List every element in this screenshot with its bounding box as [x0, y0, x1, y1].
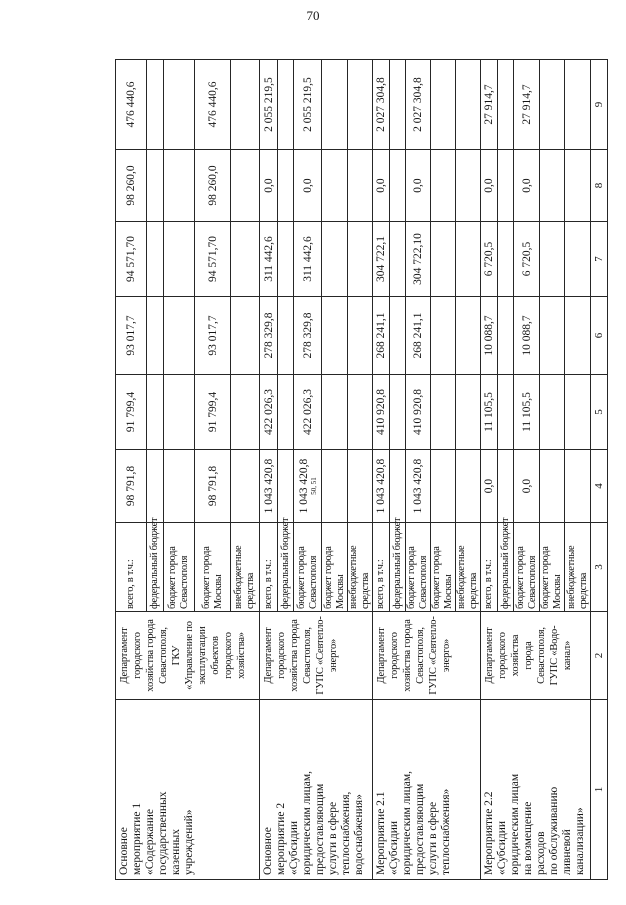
value-cell — [348, 450, 373, 523]
value-cell — [195, 297, 231, 375]
funding-source-cell: внебюджетные средства — [456, 523, 481, 612]
funding-source-cell: бюджет города Севастополя — [514, 523, 540, 612]
value-cell — [322, 450, 348, 523]
value-cell — [164, 450, 195, 523]
footnote-reference: 50, 51 — [309, 477, 318, 495]
value-text: 93 017,7 — [206, 315, 219, 356]
value-cell — [565, 150, 591, 222]
value-cell — [498, 375, 514, 450]
value-cell — [514, 297, 540, 375]
value-text: 0,0 — [520, 478, 533, 494]
value-cell — [231, 222, 260, 297]
value-text: 410 920,8 — [375, 389, 387, 435]
value-cell — [373, 297, 390, 375]
value-cell — [431, 222, 456, 297]
value-cell — [431, 60, 456, 150]
table-row — [373, 60, 390, 880]
column-number-cell: 4 — [591, 450, 608, 523]
value-cell — [390, 297, 406, 375]
value-cell — [514, 222, 540, 297]
value-text: 94 571,70 — [206, 236, 219, 282]
value-cell — [540, 222, 565, 297]
executor-cell: Департамент городского хозяйства города Севастополя, ГУПС «Севтепло- энерго» — [260, 612, 373, 700]
value-text: 2 027 304,8 — [375, 77, 387, 132]
value-cell — [231, 297, 260, 375]
value-text: 0,0 — [483, 478, 495, 494]
value-text: 476 440,6 — [125, 81, 137, 128]
column-number-cell: 2 — [591, 612, 608, 700]
value-cell — [348, 375, 373, 450]
value-cell — [431, 150, 456, 222]
value-cell — [116, 297, 147, 375]
value-cell — [390, 150, 406, 222]
funding-source-cell: всего, в т.ч.: — [116, 523, 147, 612]
value-cell — [406, 375, 431, 450]
value-cell — [456, 222, 481, 297]
column-number-cell: 9 — [591, 60, 608, 150]
funding-source-cell: бюджет города Севастополя — [406, 523, 431, 612]
value-cell — [260, 150, 278, 222]
value-cell — [195, 150, 231, 222]
value-text: 0,0 — [483, 178, 495, 193]
value-cell — [498, 450, 514, 523]
value-cell — [294, 450, 322, 523]
value-cell — [322, 150, 348, 222]
value-text: 278 329,8 — [262, 312, 275, 359]
value-cell — [116, 375, 147, 450]
funding-source-cell: бюджет города Севастополя — [164, 523, 195, 612]
value-text: 311 442,6 — [301, 236, 314, 282]
value-cell — [164, 150, 195, 222]
value-text: 278 329,8 — [301, 312, 314, 359]
value-cell — [116, 150, 147, 222]
value-cell — [294, 150, 322, 222]
column-number-cell: 3 — [591, 523, 608, 612]
value-cell — [481, 150, 498, 222]
value-cell — [294, 297, 322, 375]
value-cell — [514, 375, 540, 450]
value-cell — [456, 450, 481, 523]
value-text: 422 026,3 — [301, 389, 314, 435]
value-cell — [373, 60, 390, 150]
value-cell — [498, 150, 514, 222]
value-cell — [348, 222, 373, 297]
value-text: 0,0 — [520, 178, 533, 193]
value-cell — [348, 150, 373, 222]
funding-source-cell: федеральный бюджет — [498, 523, 514, 612]
value-cell — [147, 150, 164, 222]
column-number-row — [591, 60, 608, 880]
value-text: 2 027 304,8 — [412, 77, 424, 132]
value-cell — [294, 60, 322, 150]
value-text: 27 914,7 — [520, 84, 533, 125]
value-cell — [260, 60, 278, 150]
funding-source-cell: бюджет города Москвы — [322, 523, 348, 612]
value-cell — [456, 150, 481, 222]
funding-source-cell: бюджет города Москвы — [540, 523, 565, 612]
funding-source-cell: внебюджетные средства — [348, 523, 373, 612]
value-cell — [116, 60, 147, 150]
value-cell — [322, 297, 348, 375]
value-cell — [116, 450, 147, 523]
table-row — [481, 60, 498, 880]
value-text: 27 914,7 — [483, 84, 495, 125]
value-cell — [565, 222, 591, 297]
value-cell — [278, 297, 294, 375]
value-text: 1 043 420,8 — [297, 458, 310, 514]
activity-cell: Мероприятие 2.2 «Субсидии юридическим лицам на возмещение расходов по обслуживанию ливневой канализации» — [481, 700, 591, 880]
value-text: 1 043 420,8 — [412, 458, 424, 514]
value-text: 6 720,5 — [520, 241, 533, 277]
value-cell — [147, 222, 164, 297]
value-cell — [481, 60, 498, 150]
value-cell — [481, 375, 498, 450]
value-cell — [147, 375, 164, 450]
value-cell — [406, 150, 431, 222]
value-cell — [390, 450, 406, 523]
value-cell — [116, 222, 147, 297]
value-cell — [231, 60, 260, 150]
value-cell — [147, 297, 164, 375]
value-cell — [231, 450, 260, 523]
value-cell — [164, 222, 195, 297]
value-cell — [195, 222, 231, 297]
value-cell — [373, 150, 390, 222]
value-cell — [431, 450, 456, 523]
page-number: 70 — [306, 8, 320, 23]
value-cell — [390, 222, 406, 297]
value-cell — [406, 297, 431, 375]
value-cell — [481, 450, 498, 523]
value-text: 6 720,5 — [483, 241, 495, 277]
value-text: 10 088,7 — [483, 315, 495, 356]
value-cell — [322, 222, 348, 297]
value-cell — [147, 60, 164, 150]
executor-cell: Департамент городского хозяйства города Севастополя, ГКУ «Управление по эксплуатации объектов городского хозяйства» — [116, 612, 260, 700]
value-cell — [565, 297, 591, 375]
value-cell — [373, 222, 390, 297]
value-text: 2 055 219,5 — [301, 77, 314, 132]
value-cell — [373, 375, 390, 450]
value-cell — [348, 60, 373, 150]
value-cell — [260, 297, 278, 375]
funding-source-cell: всего, в т.ч.: — [260, 523, 278, 612]
value-cell — [498, 297, 514, 375]
value-text: 304 722,1 — [375, 236, 387, 282]
value-text: 311 442,6 — [262, 236, 275, 282]
value-cell — [231, 150, 260, 222]
value-text: 410 920,8 — [412, 389, 424, 435]
funding-source-cell: бюджет города Москвы — [431, 523, 456, 612]
value-cell — [278, 450, 294, 523]
funding-source-cell: всего, в т.ч.: — [481, 523, 498, 612]
value-text: 1 043 420,8 — [375, 458, 387, 514]
value-cell — [565, 450, 591, 523]
table-row — [260, 60, 278, 880]
value-cell — [164, 297, 195, 375]
value-cell — [147, 450, 164, 523]
value-cell — [260, 375, 278, 450]
executor-cell: Департамент городского хозяйства города Севастополя, ГУПС «Водо- канал» — [481, 612, 591, 700]
column-number-cell: 5 — [591, 375, 608, 450]
value-text: 268 241,1 — [412, 312, 424, 359]
value-text: 1 043 420,8 — [262, 458, 275, 514]
value-cell — [406, 450, 431, 523]
value-cell — [278, 60, 294, 150]
funding-source-cell: федеральный бюджет — [390, 523, 406, 612]
funding-source-cell: внебюджетные средства — [231, 523, 260, 612]
value-cell — [540, 375, 565, 450]
value-cell — [348, 297, 373, 375]
value-text: 0,0 — [262, 178, 275, 193]
value-text: 304 722,10 — [412, 233, 424, 285]
value-cell — [540, 450, 565, 523]
value-cell — [195, 450, 231, 523]
value-text: 0,0 — [375, 178, 387, 193]
value-cell — [406, 60, 431, 150]
column-number-cell: 1 — [591, 700, 608, 880]
value-cell — [565, 375, 591, 450]
value-text: 268 241,1 — [375, 312, 387, 359]
value-cell — [322, 60, 348, 150]
funding-source-cell: бюджет города Севастополя — [294, 523, 322, 612]
value-text: 2 055 219,5 — [262, 77, 275, 132]
value-text: 91 799,4 — [125, 391, 137, 433]
value-cell — [278, 222, 294, 297]
rotated-table-sheet — [115, 60, 607, 880]
funding-source-cell: всего, в т.ч.: — [373, 523, 390, 612]
value-text: 11 105,5 — [520, 392, 533, 432]
value-cell — [514, 60, 540, 150]
budget-table — [115, 59, 608, 880]
value-cell — [390, 60, 406, 150]
value-cell — [498, 60, 514, 150]
funding-source-cell: федеральный бюджет — [147, 523, 164, 612]
value-cell — [481, 222, 498, 297]
value-text: 98 791,8 — [206, 465, 219, 507]
column-number-cell: 7 — [591, 222, 608, 297]
value-cell — [514, 450, 540, 523]
value-cell — [481, 297, 498, 375]
value-text: 94 571,70 — [125, 236, 137, 282]
value-cell — [540, 150, 565, 222]
value-cell — [164, 60, 195, 150]
activity-cell: Основное мероприятие 1 «Содержание государственных казенных учреждений» — [116, 700, 260, 880]
funding-source-cell: бюджет города Москвы — [195, 523, 231, 612]
column-number-cell: 6 — [591, 297, 608, 375]
funding-source-cell: внебюджетные средства — [565, 523, 591, 612]
value-cell — [540, 60, 565, 150]
activity-cell: Мероприятие 2.1 «Субсидии юридическим лицам, предоставляющим услуги в сфере теплоснабжения» — [373, 700, 481, 880]
value-cell — [390, 375, 406, 450]
value-cell — [278, 375, 294, 450]
value-cell — [431, 375, 456, 450]
value-text: 10 088,7 — [520, 315, 533, 356]
value-cell — [294, 222, 322, 297]
activity-cell: Основное мероприятие 2 «Субсидии юридическим лицам, предоставляющим услуги в сфере теплоснабжения, водоснабжения» — [260, 700, 373, 880]
value-text: 98 260,0 — [125, 165, 137, 206]
value-cell — [195, 375, 231, 450]
value-text: 11 105,5 — [483, 392, 495, 432]
value-cell — [278, 150, 294, 222]
table-row — [116, 60, 147, 880]
value-cell — [164, 375, 195, 450]
executor-cell: Департамент городского хозяйства города Севастополя, ГУПС «Севтепло- энерго» — [373, 612, 481, 700]
value-text: 422 026,3 — [262, 389, 275, 435]
value-text: 98 791,8 — [125, 465, 137, 507]
value-cell — [195, 60, 231, 150]
budget-table-body — [116, 60, 608, 880]
value-cell — [456, 60, 481, 150]
value-cell — [260, 450, 278, 523]
value-cell — [514, 150, 540, 222]
value-cell — [260, 222, 278, 297]
value-text: 93 017,7 — [125, 315, 137, 356]
value-cell — [294, 375, 322, 450]
column-number-cell: 8 — [591, 150, 608, 222]
value-cell — [498, 222, 514, 297]
funding-source-cell: федеральный бюджет — [278, 523, 294, 612]
value-text: 0,0 — [412, 178, 424, 193]
value-cell — [322, 375, 348, 450]
value-text: 476 440,6 — [206, 81, 219, 128]
value-text: 91 799,4 — [206, 391, 219, 433]
value-cell — [456, 375, 481, 450]
value-text: 0,0 — [301, 178, 314, 193]
value-cell — [231, 375, 260, 450]
value-cell — [540, 297, 565, 375]
value-cell — [406, 222, 431, 297]
value-cell — [373, 450, 390, 523]
value-cell — [565, 60, 591, 150]
value-text: 98 260,0 — [206, 165, 219, 206]
value-cell — [456, 297, 481, 375]
value-cell — [431, 297, 456, 375]
